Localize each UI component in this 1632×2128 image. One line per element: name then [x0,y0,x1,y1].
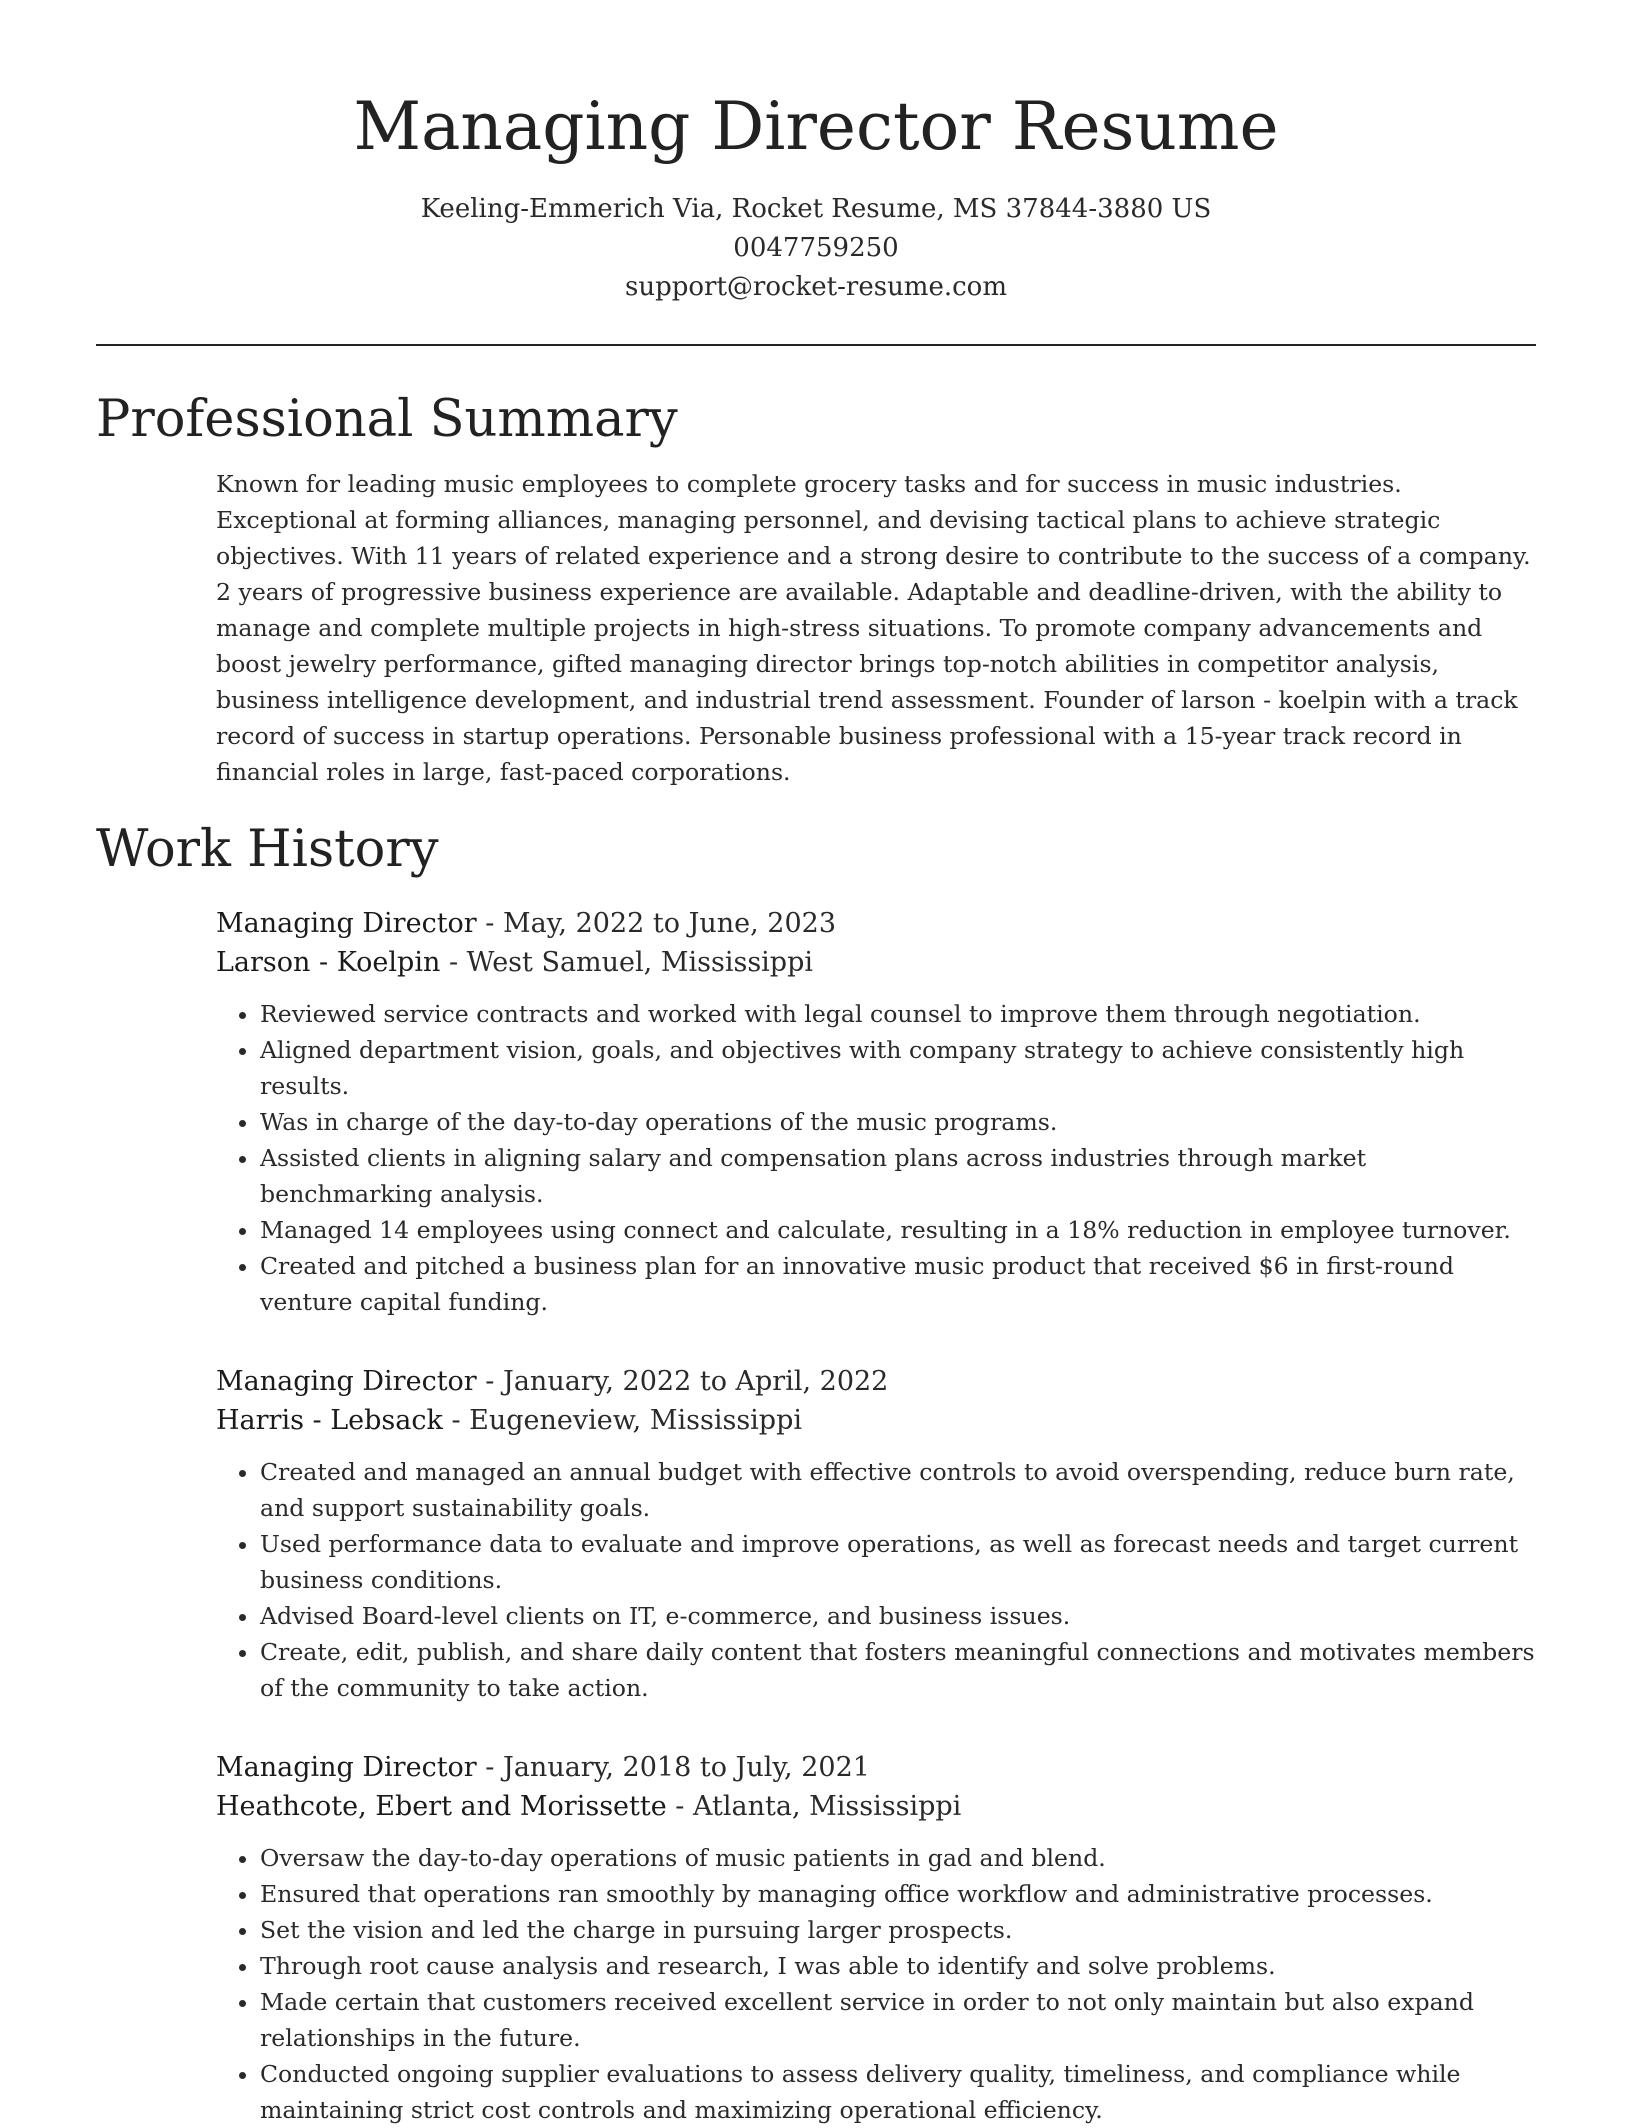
duty-item: • Made certain that customers received excellent service in order to not only maintain but also expand relationships in the future. [260,1984,1536,2056]
job-duties [216,1454,1536,1706]
contact-phone: 0047759250 [733,233,899,263]
job-company: Heathcote, Ebert and Morissette [216,1791,667,1822]
job-title-line [216,1748,1536,1787]
job-entry [216,904,1536,1320]
job-title: Managing Director [216,1366,477,1397]
job-duties [216,996,1536,1320]
job-company: Larson - Koelpin [216,947,441,978]
duty-item: • Set the vision and led the charge in pursuing larger prospects. [260,1912,1536,1948]
duty-item: • Created and managed an annual budget with effective controls to avoid overspending, reduce burn rate, and support sustainability goals. [260,1454,1536,1526]
contact-address: Keeling-Emmerich Via, Rocket Resume, MS 37844-3880 US [420,194,1212,224]
duty-item: • Created and pitched a business plan for an innovative music product that received $6 in first-round venture capital funding. [260,1248,1536,1320]
job-location: - Eugeneview, Mississippi [442,1405,803,1436]
job-dates: - May, 2022 to June, 2023 [476,908,837,939]
duty-item: • Conducted ongoing supplier evaluations to assess delivery quality, timeliness, and compliance while maintaining strict cost controls and maximizing operational efficiency. [260,2056,1536,2128]
work-history-heading: Work History [96,820,439,879]
duty-item: • Through root cause analysis and research, I was able to identify and solve problems. [260,1948,1536,1984]
job-dates: - January, 2022 to April, 2022 [476,1366,889,1397]
job-company-line [216,1787,1536,1826]
job-company-line [216,1401,1536,1440]
duty-item: • Advised Board-level clients on IT, e-commerce, and business issues. [260,1598,1536,1634]
resume-title: Managing Director Resume [353,88,1279,165]
resume-page [96,0,1536,2128]
duty-item: • Aligned department vision, goals, and objectives with company strategy to achieve consistently high results. [260,1032,1536,1104]
summary-text: Known for leading music employees to complete grocery tasks and for success in music industries. Exceptional at forming alliances, managing personnel, and devising tactical plans to achieve strategic objectives. With 11 years of related experience and a strong desire to contribute to the success of a company. 2 years of progressive business experience are available. Adaptable and deadline-driven, with the ability to manage and complete multiple projects in high-stress situations. To promote company advancements and boost jewelry performance, gifted managing director brings top-notch abilities in competitor analysis, business intelligence development, and industrial trend assessment. Founder of larson - koelpin with a track record of success in startup operations. Personable business professional with a 15-year track record in financial roles in large, fast-paced corporations. [216,470,1531,786]
job-entry [216,1748,1536,2128]
job-title: Managing Director [216,908,477,939]
duty-item: • Reviewed service contracts and worked with legal counsel to improve them through negotiation. [260,996,1536,1032]
job-company: Harris - Lebsack [216,1405,443,1436]
duty-item: • Used performance data to evaluate and improve operations, as well as forecast needs and target current business conditions. [260,1526,1536,1598]
duty-item: • Create, edit, publish, and share daily content that fosters meaningful connections and motivates members of the community to take action. [260,1634,1536,1706]
job-location: - Atlanta, Mississippi [666,1791,962,1822]
contact-info [96,190,1536,307]
contact-email: support@rocket-resume.com [624,272,1007,302]
duty-item: • Was in charge of the day-to-day operations of the music programs. [260,1104,1536,1140]
job-entry [216,1362,1536,1706]
job-title-line [216,1362,1536,1401]
work-history-list [216,904,1536,2128]
job-title: Managing Director [216,1752,477,1783]
job-company-line [216,943,1536,982]
duty-item: • Ensured that operations ran smoothly by managing office workflow and administrative processes. [260,1876,1536,1912]
duty-item: • Managed 14 employees using connect and calculate, resulting in a 18% reduction in employee turnover. [260,1212,1536,1248]
job-duties [216,1840,1536,2128]
job-dates: - January, 2018 to July, 2021 [476,1752,870,1783]
job-title-line [216,904,1536,943]
summary-heading: Professional Summary [96,390,678,449]
header-divider [96,344,1536,346]
duty-item: • Assisted clients in aligning salary and compensation plans across industries through market benchmarking analysis. [260,1140,1536,1212]
duty-item: • Oversaw the day-to-day operations of music patients in gad and blend. [260,1840,1536,1876]
job-location: - West Samuel, Mississippi [440,947,814,978]
